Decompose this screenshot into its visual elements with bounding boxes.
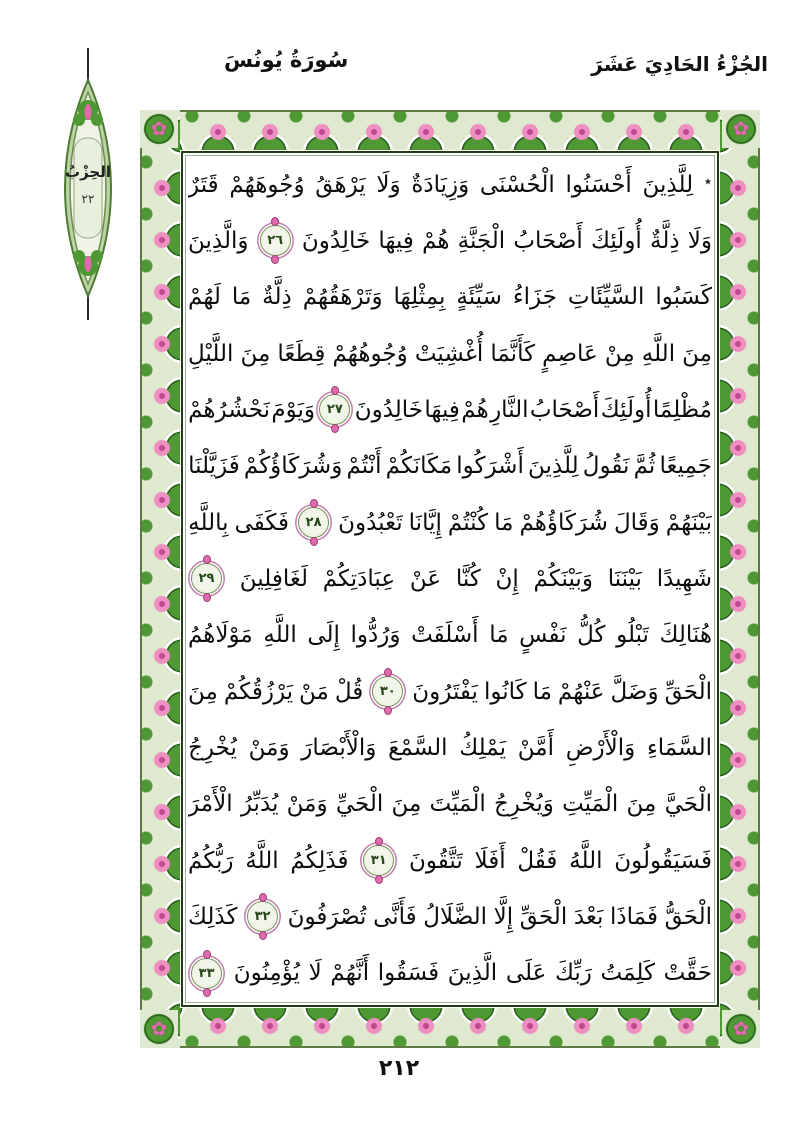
quran-word: هُمْ: [461, 396, 489, 423]
quran-line: [188, 214, 712, 267]
corner-flower-icon: ✿: [140, 1010, 178, 1048]
quran-text-area: [188, 158, 712, 1000]
quran-word: تَعْبُدُونَ: [338, 509, 403, 536]
quran-word: بِاللَّهِ: [188, 509, 229, 536]
quran-word: هُنَالِكَ: [659, 622, 712, 649]
verse-end-marker: ٣٢: [247, 901, 278, 932]
quran-word: أَشْرَكُوا: [456, 453, 524, 480]
quran-word: الْجَنَّةِ: [457, 227, 506, 254]
quran-word: فَأَنَّى: [373, 903, 417, 930]
quran-word: أُغْشِيَتْ: [414, 340, 484, 367]
quran-word: لَغَافِلِينَ: [239, 565, 308, 592]
quran-word: اللَّهِ: [263, 622, 297, 649]
quran-line: [188, 552, 712, 605]
surah-title: سُورَةُ يُونُسَ: [224, 48, 349, 72]
quran-word: هُمْ: [422, 227, 450, 254]
quran-word: فِيهَا: [424, 396, 460, 423]
quran-word: يُؤْمِنُونَ: [233, 960, 301, 987]
quran-word: ذِلَّةٌ: [262, 284, 292, 311]
quran-word: كَانُوا: [483, 678, 527, 705]
quran-word: السَّيِّئَاتِ: [567, 284, 645, 311]
quran-word: سَيِّئَةٍ: [456, 284, 502, 311]
quran-word: وَتَرْهَقُهُمْ: [302, 284, 383, 311]
quran-word: حَقَّتْ: [663, 960, 712, 987]
quran-word: نَقُولُ: [582, 453, 630, 480]
page-frame: [140, 110, 760, 1048]
quran-word: أُولَئِكَ: [600, 396, 652, 423]
quran-word: يَفْتَرُونَ: [412, 678, 478, 705]
corner-flower-icon: ✿: [140, 110, 178, 148]
quran-line: [188, 440, 712, 493]
quran-word: كُنَّا: [455, 565, 481, 592]
quran-word: وَالْأَرْضِ: [565, 734, 636, 761]
border-band-right: [720, 110, 760, 1048]
quran-word: وَزِيَادَةٌ: [411, 171, 470, 198]
quran-word: اللَّهِ: [641, 340, 676, 367]
quran-word: وُجُوهُهُمْ: [332, 340, 408, 367]
quran-word: جَزَاءُ: [512, 284, 557, 311]
hizb-start-marker: ٭: [703, 171, 712, 190]
quran-word: وَرُدُّوا: [350, 622, 401, 649]
border-band-bottom: [140, 1008, 760, 1048]
quran-line: [188, 834, 712, 887]
quran-word: إِلَّا: [493, 903, 514, 930]
quran-word: يُدَبِّرُ: [240, 791, 279, 818]
quran-word: خَالِدُونَ: [301, 227, 371, 254]
hizb-medallion-icon: [53, 78, 123, 298]
quran-word: يَمْلِكُ: [459, 734, 506, 761]
quran-word: رَبِّكَ: [554, 960, 592, 987]
quran-word: مَوْلَاهُمُ: [188, 622, 253, 649]
quran-word: أُولَئِكَ: [590, 227, 642, 254]
hizb-number: ٢٢: [81, 192, 95, 206]
quran-word: كَذَلِكَ: [188, 903, 238, 930]
quran-word: مَا: [489, 622, 509, 649]
quran-word: أَمَّنْ: [517, 734, 554, 761]
quran-word: لَهُمْ: [188, 284, 221, 311]
hizb-label: الحِزْبُ: [65, 163, 111, 181]
quran-word: عَنْ: [409, 565, 442, 592]
quran-word: وَيَوْمَ: [271, 396, 315, 423]
quran-word: فَكَفَى: [234, 509, 290, 536]
quran-word: كُنْتُمْ: [447, 509, 489, 536]
quran-line: [188, 778, 712, 831]
verse-end-marker: ٢٩: [191, 563, 222, 594]
quran-word: عِبَادَتِكُمْ: [322, 565, 396, 592]
quran-word: فَسَقُوا: [377, 960, 440, 987]
quran-word: وَيُخْرِجُ: [493, 791, 554, 818]
quran-word: إِلَى: [307, 622, 340, 649]
quran-word: كُلُّ: [577, 622, 606, 649]
quran-word: أَصْحَابُ: [513, 227, 583, 254]
quran-line: [188, 665, 712, 718]
quran-word: فَسَيَقُولُونَ: [614, 847, 712, 874]
quran-line: [188, 271, 712, 324]
quran-word: أَصْحَابُ: [529, 396, 600, 423]
quran-word: وَقَالَ: [613, 509, 660, 536]
quran-word: أَفَلَا: [474, 847, 506, 874]
quran-word: الضَّلَالُ: [423, 903, 488, 930]
quran-word: شَهِيدًا: [656, 565, 712, 592]
quran-word: ثُمَّ: [633, 453, 656, 480]
quran-word: أَسْلَفَتْ: [411, 622, 479, 649]
quran-word: فَقُلْ: [517, 847, 558, 874]
quran-word: بَعْدَ: [573, 903, 604, 930]
quran-word: عَاصِمٍ: [542, 340, 598, 367]
quran-word: لَا: [308, 960, 322, 987]
quran-word: مِنْ: [604, 340, 635, 367]
quran-word: مِنَ: [391, 791, 422, 818]
quran-word: كَسَبُوا: [655, 284, 712, 311]
quran-word: تَبْلُو: [616, 622, 649, 649]
quran-word: اللَّيْلِ: [188, 340, 234, 367]
quran-word: قُلْ: [334, 678, 364, 705]
quran-word: فِيهَا: [378, 227, 414, 254]
quran-word: يَرْزُقُكُمْ: [223, 678, 294, 705]
quran-line: [188, 890, 712, 943]
quran-word: نَفْسٍ: [519, 622, 567, 649]
quran-word: السَّمَاءِ: [646, 734, 712, 761]
quran-word: وُجُوهَهُمْ: [229, 171, 305, 198]
quran-word: مَا: [494, 509, 514, 536]
quran-word: الَّذِينَ: [447, 960, 498, 987]
verse-end-marker: ٢٦: [260, 225, 291, 256]
quran-word: وَمَنْ: [248, 734, 290, 761]
quran-word: وَمَنْ: [286, 791, 328, 818]
border-band-left: [140, 110, 180, 1048]
quran-word: كَلِمَتُ: [600, 960, 655, 987]
quran-word: مَنْ: [299, 678, 329, 705]
quran-word: جَمِيعًا: [659, 453, 712, 480]
quran-word: عَلَى: [505, 960, 547, 987]
corner-flower-icon: ✿: [722, 110, 760, 148]
quran-word: بِمِثْلِهَا: [393, 284, 446, 311]
quran-word: لِلَّذِينَ: [528, 453, 579, 480]
quran-word: الْحُسْنَى: [479, 171, 555, 198]
quran-word: قَتَرٌ: [188, 171, 219, 198]
juz-title: الجُزْءُ الحَادِيَ عَشَرَ: [591, 52, 768, 76]
quran-word: النَّارِ: [490, 396, 529, 423]
quran-word: أَنَّهُمْ: [330, 960, 370, 987]
quran-word: ذِلَّةٌ: [650, 227, 680, 254]
quran-line: [188, 721, 712, 774]
quran-word: إِيَّانَا: [408, 509, 442, 536]
quran-word: وَبَيْنَكُمْ: [533, 565, 593, 592]
quran-word: وَشُرَكَاؤُكُمْ: [243, 453, 343, 480]
quran-word: أَنْتُمْ: [346, 453, 382, 480]
quran-word: يَرْهَقُ: [315, 171, 366, 198]
quran-word: مِنَ: [188, 678, 218, 705]
quran-word: الْحَيَّ: [664, 791, 712, 818]
quran-word: الْحَقِّ: [519, 903, 568, 930]
quran-word: كَأَنَّمَا: [490, 340, 536, 367]
quran-line: [188, 947, 712, 1000]
quran-word: عَنْهُمْ: [557, 678, 605, 705]
quran-word: نَحْشُرُهُمْ: [188, 396, 270, 423]
quran-word: قِطَعًا: [277, 340, 326, 367]
quran-word: وَلَا: [376, 171, 401, 198]
quran-word: مَكَانَكُمْ: [385, 453, 453, 480]
quran-word: فَمَاذَا: [610, 903, 658, 930]
quran-word: بَيْنَنَا: [607, 565, 642, 592]
verse-end-marker: ٢٧: [319, 394, 350, 425]
page-number: ٢١٢: [378, 1056, 420, 1081]
quran-word: إِنْ: [495, 565, 519, 592]
quran-word: مَا: [231, 284, 252, 311]
quran-line: [188, 496, 712, 549]
quran-word: اللَّهُ: [569, 847, 603, 874]
quran-word: مِنَ: [240, 340, 271, 367]
corner-flower-icon: ✿: [722, 1010, 760, 1048]
quran-word: مِنَ: [682, 340, 712, 367]
quran-line: [188, 158, 712, 211]
quran-word: اللَّهُ: [245, 847, 279, 874]
quran-word: السَّمْعَ: [388, 734, 448, 761]
verse-end-marker: ٣٣: [191, 958, 222, 989]
quran-word: بَيْنَهُمْ: [665, 509, 712, 536]
quran-word: يُخْرِجُ: [188, 734, 237, 761]
quran-word: وَالْأَبْصَارَ: [301, 734, 377, 761]
border-band-top: [140, 110, 760, 150]
quran-word: فَذَلِكُمُ: [290, 847, 349, 874]
quran-word: الْحَيِّ: [335, 791, 384, 818]
quran-word: خَالِدُونَ: [354, 396, 424, 423]
verse-end-marker: ٣٠: [372, 676, 403, 707]
quran-word: الْحَقِّ: [664, 678, 712, 705]
quran-word: تُصْرَفُونَ: [287, 903, 367, 930]
quran-word: أَحْسَنُوا: [565, 171, 632, 198]
quran-word: الْحَقُّ: [664, 903, 712, 930]
verse-end-marker: ٢٨: [298, 507, 329, 538]
quran-line: [188, 609, 712, 662]
quran-word: مَا: [532, 678, 552, 705]
quran-line: [188, 383, 712, 436]
quran-word: وَالَّذِينَ: [188, 227, 249, 254]
quran-word: مِنَ: [626, 791, 657, 818]
quran-word: الْمَيِّتَ: [429, 791, 486, 818]
quran-word: الْأَمْرَ: [188, 791, 233, 818]
quran-word: شُرَكَاؤُهُمْ: [519, 509, 608, 536]
quran-word: وَضَلَّ: [610, 678, 659, 705]
quran-word: وَلَا: [687, 227, 712, 254]
quran-word: لِلَّذِينَ: [642, 171, 694, 198]
quran-word: تَتَّقُونَ: [408, 847, 463, 874]
quran-word: مُظْلِمًا: [652, 396, 712, 423]
quran-word: الْمَيِّتِ: [562, 791, 619, 818]
quran-word: فَزَيَّلْنَا: [188, 453, 240, 480]
quran-line: [188, 327, 712, 380]
quran-word: رَبُّكُمُ: [188, 847, 234, 874]
verse-end-marker: ٣١: [363, 845, 394, 876]
